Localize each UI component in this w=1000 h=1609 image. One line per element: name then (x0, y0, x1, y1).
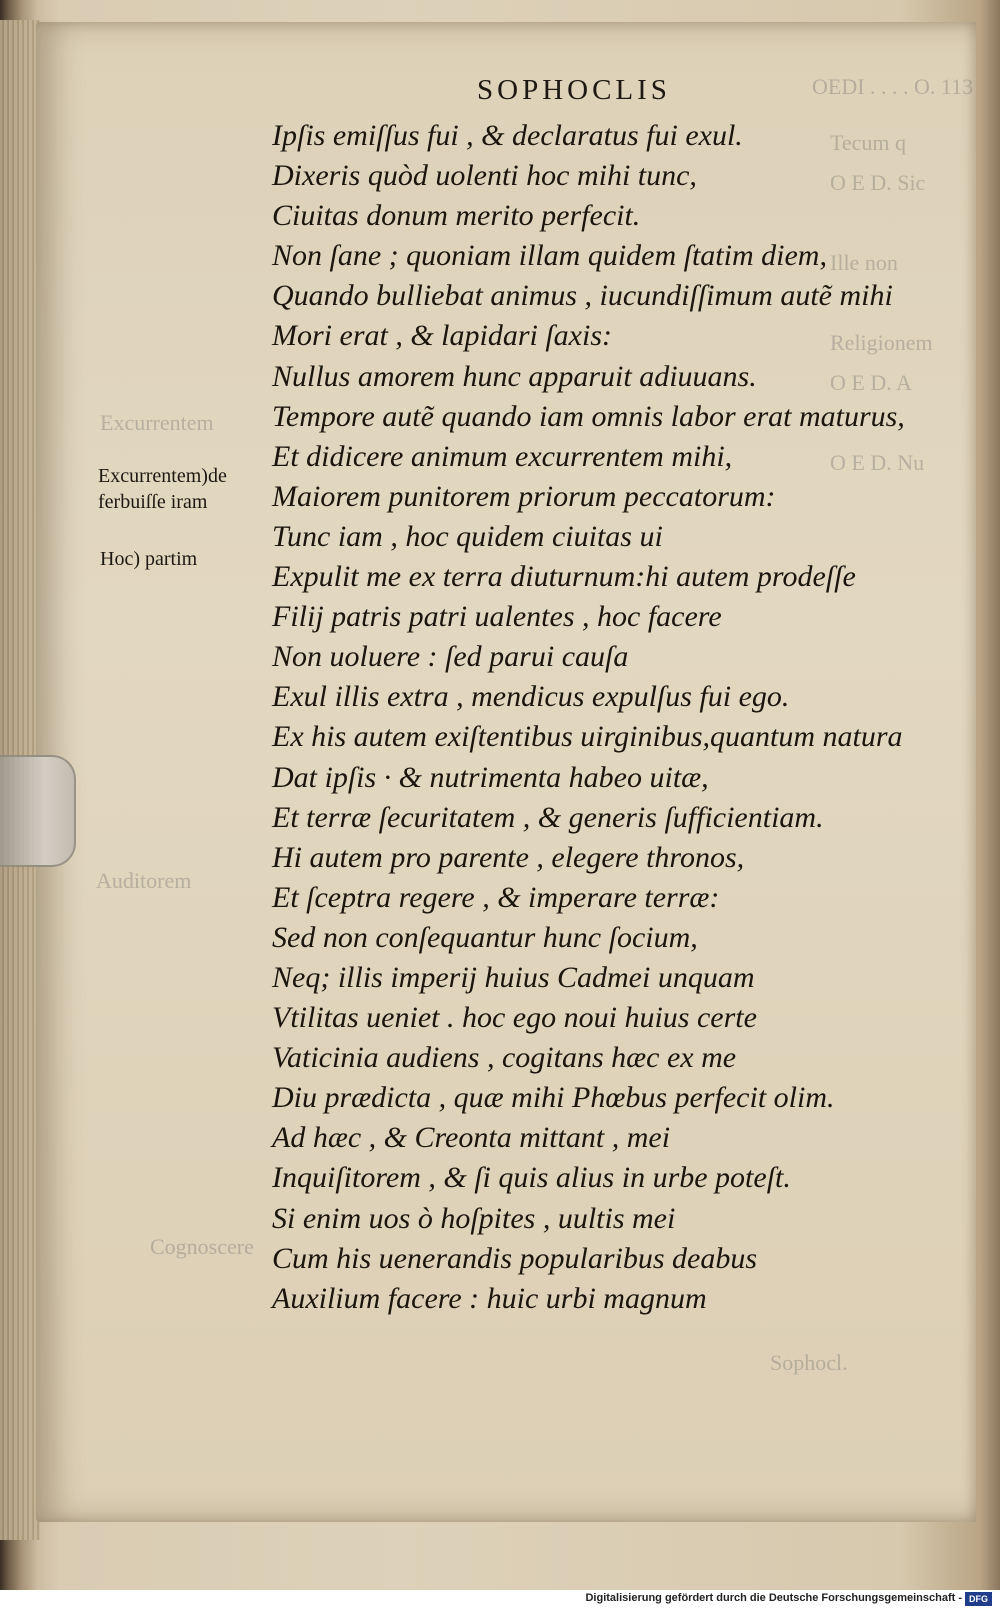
bleed-through-text: O E D. Nu (830, 450, 925, 475)
verse-line: Tunc iam , hoc quidem ciuitas ui (272, 519, 663, 553)
page-clip (0, 755, 76, 867)
verse-line: Sed non conſequantur hunc ſocium, (272, 920, 698, 954)
verse-line: Et didicere animum excurrentem mihi, (272, 439, 733, 473)
bleed-through-text: Sophocl. (770, 1350, 848, 1375)
bleed-through-text: Tecum q (830, 130, 907, 155)
verse-line: Cum his uenerandis popularibus deabus (272, 1241, 758, 1275)
verse-line: Hi autem pro parente , elegere thronos, (272, 840, 745, 874)
verse-line: Vaticinia audiens , cogitans hæc ex me (272, 1041, 737, 1075)
verse-line: Et terræ ſecuritatem , & generis ſufficientiam. (272, 800, 824, 834)
bleed-through-text: Cognoscere (150, 1234, 254, 1259)
verse-line: Dat ipſis · & nutrimenta habeo uitæ, (272, 760, 709, 794)
digitization-footer (0, 1590, 1000, 1609)
verse-line: Non ſane ; quoniam illam quidem ſtatim diem, (272, 239, 827, 273)
verse-block (272, 116, 972, 1319)
bleed-through-text: Ille non (830, 250, 898, 275)
margin-note-excurrentem (98, 463, 227, 515)
bleed-through-text: Auditorem (96, 868, 192, 893)
verse-line: Ex his autem exiſtentibus uirginibus,quantum natura (272, 720, 903, 754)
margin-note-line: Excurrentem)de (98, 465, 227, 487)
verse-line: Ciuitas donum merito perfecit. (272, 199, 641, 233)
bleed-through-text: Excurrentem (100, 410, 214, 435)
verse-line: Inquiſitorem , & ſi quis alius in urbe poteſt. (272, 1161, 791, 1195)
verse-line: Expulit me ex terra diuturnum:hi autem prodeſſe (272, 560, 856, 594)
footer-credit: Digitalisierung gefördert durch die Deutsche Forschungsgemeinschaft - (585, 1592, 962, 1604)
verse-line: Diu prædicta , quæ mihi Phœbus perfecit olim. (272, 1081, 835, 1115)
verse-line: Filij patris patri ualentes , hoc facere (272, 600, 722, 634)
verse-line: Ad hæc , & Creonta mittant , mei (272, 1121, 671, 1155)
bleed-through-text: Religionem (830, 330, 933, 355)
dfg-logo: DFG (965, 1592, 992, 1606)
verse-line: Vtilitas ueniet . hoc ego noui huius certe (272, 1001, 757, 1035)
bleed-through-text: O E D. Sic (830, 170, 926, 195)
verse-line: Non uoluere : ſed parui cauſa (272, 640, 629, 674)
verse-line: Tempore autẽ quando iam omnis labor erat maturus, (272, 399, 905, 433)
margin-note-line: Hoc) partim (100, 548, 198, 570)
verse-line: Ipſis emiſſus fui , & declaratus fui exul. (272, 119, 743, 152)
verse-line: Nullus amorem hunc apparuit adiuuans. (272, 359, 757, 393)
running-head: SOPHOCLIS (477, 74, 671, 106)
bleed-through-text: O E D. A (830, 370, 912, 395)
margin-note-hoc (100, 546, 197, 572)
verse-line: Exul illis extra , mendicus expulſus fui ego. (272, 680, 790, 714)
verse-line: Dixeris quòd uolenti hoc mihi tunc, (272, 159, 697, 193)
verse-line: Si enim uos ò hoſpites , uultis mei (272, 1201, 676, 1235)
verse-line: Quando bulliebat animus , iucundiſſimum autẽ mihi (272, 279, 893, 313)
verse-line: Neq; illis imperij huius Cadmei unquam (272, 960, 755, 994)
verse-line: Mori erat , & lapidari ſaxis: (272, 319, 612, 353)
verse-line: Auxilium facere : huic urbi magnum (272, 1281, 707, 1315)
bleed-through-header: OEDI . . . . O. 113 (812, 74, 974, 99)
margin-note-line: ferbuiſſe iram (98, 491, 208, 513)
verse-line: Et ſceptra regere , & imperare terræ: (272, 880, 720, 914)
verse-line: Maiorem punitorem priorum peccatorum: (272, 479, 776, 513)
